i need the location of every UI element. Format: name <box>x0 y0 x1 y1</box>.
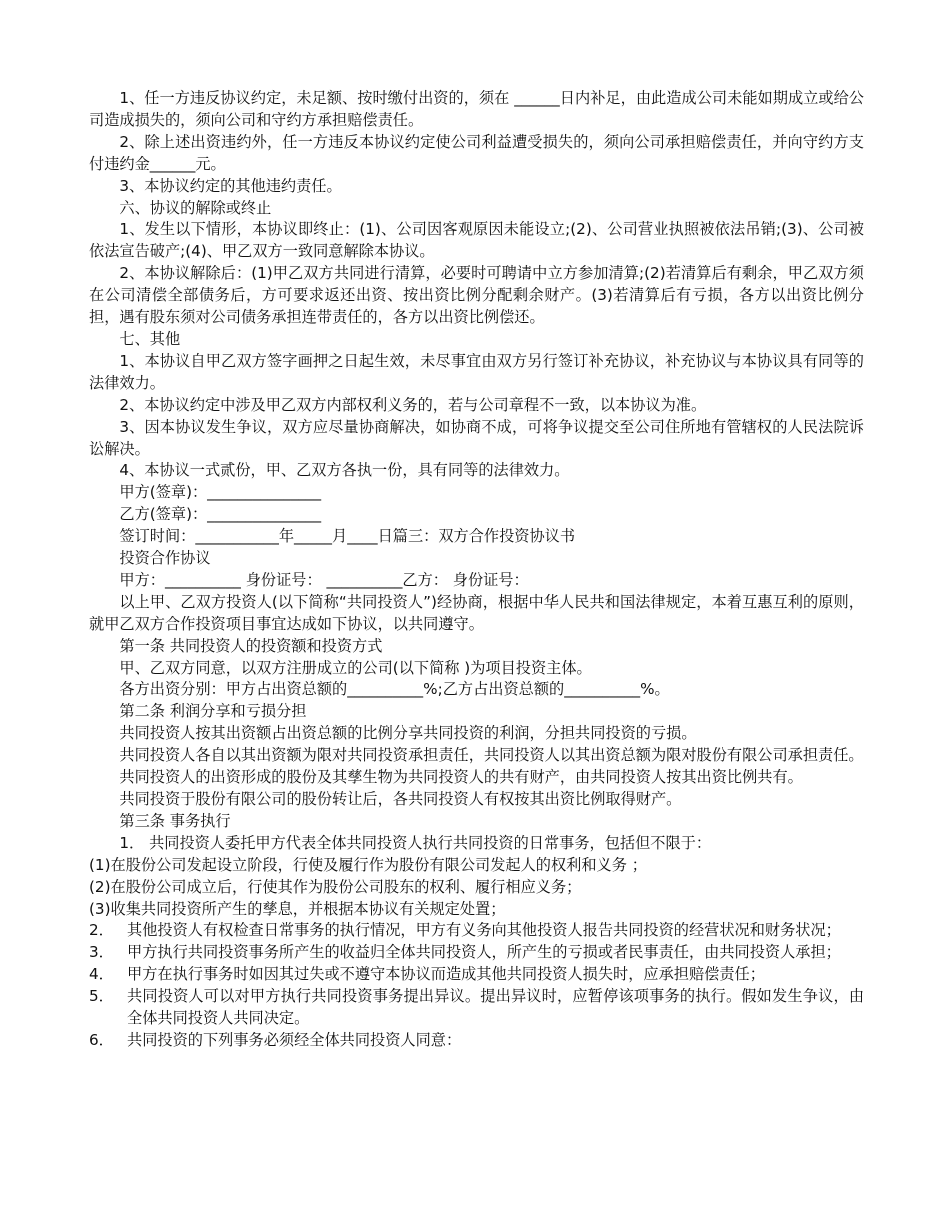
clause-other-1: 1、本协议自甲乙双方签字画押之日起生效，未尽事宜由双方另行签订补充协议，补充协议与本协议具有同等的法律效力。 <box>89 351 864 392</box>
article-2-text-2: 共同投资人各自以其出资额为限对共同投资承担责任，共同投资人以其出资总额为限对股份有限公司承担责任。 <box>119 746 864 765</box>
signature-party-a: 甲方(签章)：_______________ <box>119 483 322 502</box>
list-number: 2． <box>89 921 114 940</box>
list-text: 甲方在执行事务时如因其过失或不遵守本协议而造成其他共同投资人损失时，应承担赔偿责任； <box>127 965 765 984</box>
article-3-item-6 <box>89 1030 864 1052</box>
article-2-heading: 第二条 利润分享和亏损分担 <box>119 702 307 721</box>
article-3-item-2 <box>89 920 864 942</box>
list-text: 共同投资的下列事务必须经全体共同投资人同意： <box>127 1030 462 1049</box>
clause-termination-1: 1、发生以下情形，本协议即终止：(1)、公司因客观原因未能设立;(2)、公司营业执照被依法吊销;(3)、公司被依法宣告破产;(4)、甲乙双方一致同意解除本协议。 <box>89 220 864 261</box>
section-heading-termination: 六、协议的解除或终止 <box>119 198 272 217</box>
preamble: 以上甲、乙双方投资人(以下简称“共同投资人”)经协商，根据中华人民共和国法律规定，本着互惠互利的原则，就甲乙双方合作投资项目事宜达成如下协议，以共同遵守。 <box>89 592 864 633</box>
section-heading-other: 七、其他 <box>119 329 181 348</box>
article-3-sub-2: (2)在股份公司成立后，行使其作为股份公司股东的权利、履行相应义务； <box>89 877 582 896</box>
article-2-text-4: 共同投资于股份有限公司的股份转让后，各共同投资人有权按其出资比例取得财产。 <box>119 790 682 808</box>
article-1-text-2: 各方出资分别：甲方占出资总额的__________%;乙方占出资总额的__________%。 <box>119 680 670 699</box>
article-3-item-3 <box>89 942 864 964</box>
clause-breach-1: 1、任一方违反协议约定，未足额、按时缴付出资的，须在 ______日内补足，由此造成公司未能如期成立或给公司造成损失的，须向公司和守约方承担赔偿责任。 <box>89 89 864 129</box>
list-text: 共同投资人可以对甲方执行共同投资事务提出异议。提出异议时，应暂停该项事务的执行。假如发生争议，由全体共同投资人共同决定。 <box>127 987 864 1028</box>
clause-other-2: 2、本协议约定中涉及甲乙双方内部权利义务的，若与公司章程不一致，以本协议为准。 <box>119 395 707 414</box>
article-1-text-1: 甲、乙双方同意，以双方注册成立的公司(以下简称 )为项目投资主体。 <box>119 658 592 677</box>
article-3-item-1: 1． 共同投资人委托甲方代表全体共同投资人执行共同投资的日常事务，包括但不限于： <box>119 833 712 852</box>
list-number: 4． <box>89 965 114 984</box>
parties-line: 甲方：__________ 身份证号： __________乙方： 身份证号： <box>119 570 529 589</box>
article-1-heading: 第一条 共同投资人的投资额和投资方式 <box>119 636 383 655</box>
article-2-text-1: 共同投资人按其出资额占出资总额的比例分享共同投资的利润，分担共同投资的亏损。 <box>119 724 697 743</box>
article-3-sub-1: (1)在股份公司发起设立阶段，行使及履行作为股份有限公司发起人的权利和义务 ； <box>89 855 647 874</box>
signing-date: 签订时间：___________年_____月____日篇三：双方合作投资协议书 <box>119 527 576 546</box>
article-3-sub-3: (3)收集共同投资所产生的孳息，并根据本协议有关规定处置； <box>89 899 506 918</box>
clause-other-4: 4、本协议一式贰份，甲、乙双方各执一份，具有同等的法律效力。 <box>119 461 570 480</box>
list-number: 6． <box>89 1030 114 1049</box>
article-2-text-3: 共同投资人的出资形成的股份及其孳生物为共同投资人的共有财产，由共同投资人按其出资比例共有。 <box>119 768 803 787</box>
article-3-heading: 第三条 事务执行 <box>119 811 231 830</box>
clause-breach-3: 3、本协议约定的其他违约责任。 <box>119 176 342 195</box>
signature-party-b: 乙方(签章)：_______________ <box>119 505 322 524</box>
clause-other-3: 3、因本协议发生争议，双方应尽量协商解决，如协商不成，可将争议提交至公司住所地有管辖权的人民法院诉讼解决。 <box>89 417 864 458</box>
article-3-item-5 <box>89 986 864 1030</box>
list-text: 其他投资人有权检查日常事务的执行情况，甲方有义务向其他投资人报告共同投资的经营状况和财务状况； <box>127 921 841 940</box>
doc-title: 投资合作协议 <box>119 549 211 568</box>
clause-breach-2: 2、除上述出资违约外，任一方违反本协议约定使公司利益遭受损失的，须向公司承担赔偿责任，并向守约方支付违约金______元。 <box>89 132 864 173</box>
clause-termination-2: 2、本协议解除后：(1)甲乙双方共同进行清算，必要时可聘请中立方参加清算;(2)若清算后有剩余，甲乙双方须在公司清偿全部债务后，方可要求返还出资、按出资比例分配剩余财产。(3)若清算后有亏损，各方以出资比例分担，遇有股东须对公司债务承担连带责任的，各方以出资比例偿还。 <box>89 264 864 327</box>
list-number: 5． <box>89 987 114 1006</box>
article-3-item-4 <box>89 964 864 986</box>
list-text: 甲方执行共同投资事务所产生的收益归全体共同投资人，所产生的亏损或者民事责任，由共同投资人承担； <box>127 943 841 962</box>
list-number: 3． <box>89 943 114 962</box>
